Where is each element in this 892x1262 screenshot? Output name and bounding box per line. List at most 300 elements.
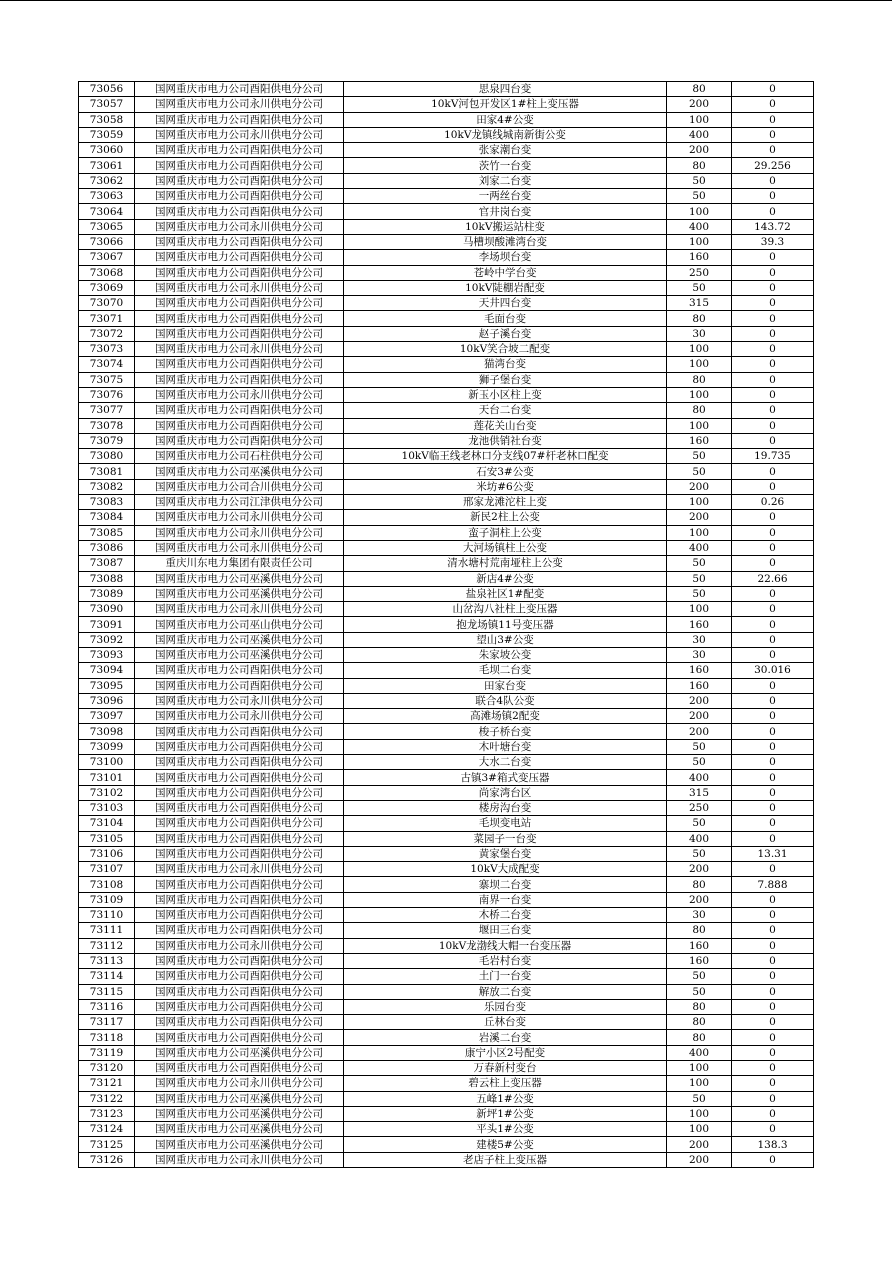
transformer-name-cell: 堰田三台变 xyxy=(344,923,667,938)
capacity-cell: 200 xyxy=(667,479,732,494)
transformer-name-cell: 苍岭中学台变 xyxy=(344,265,667,280)
record-id-cell: 73082 xyxy=(79,479,135,494)
table-row xyxy=(79,800,814,815)
capacity-cell: 200 xyxy=(667,97,732,112)
capacity-cell: 100 xyxy=(667,357,732,372)
table-row xyxy=(79,403,814,418)
table-row xyxy=(79,326,814,341)
value-cell: 0 xyxy=(732,892,814,907)
value-cell: 19.735 xyxy=(732,449,814,464)
company-cell: 国网重庆市电力公司酉阳供电分公司 xyxy=(135,678,344,693)
transformer-name-cell: 清水塘村荒南垭柱上公变 xyxy=(344,556,667,571)
transformer-name-cell: 抱龙场镇11号变压器 xyxy=(344,617,667,632)
table-row xyxy=(79,311,814,326)
capacity-cell: 80 xyxy=(667,877,732,892)
record-id-cell: 73062 xyxy=(79,173,135,188)
company-cell: 国网重庆市电力公司巫山供电分公司 xyxy=(135,617,344,632)
table-row xyxy=(79,342,814,357)
record-id-cell: 73058 xyxy=(79,112,135,127)
capacity-cell: 200 xyxy=(667,892,732,907)
company-cell: 国网重庆市电力公司巫溪供电分公司 xyxy=(135,1106,344,1121)
company-cell: 国网重庆市电力公司永川供电分公司 xyxy=(135,693,344,708)
company-cell: 国网重庆市电力公司酉阳供电分公司 xyxy=(135,296,344,311)
record-id-cell: 73124 xyxy=(79,1122,135,1137)
table-row xyxy=(79,647,814,662)
record-id-cell: 73088 xyxy=(79,571,135,586)
value-cell: 0 xyxy=(732,755,814,770)
transformer-name-cell: 官井岗台变 xyxy=(344,204,667,219)
value-cell: 0 xyxy=(732,433,814,448)
table-row xyxy=(79,755,814,770)
capacity-cell: 50 xyxy=(667,173,732,188)
record-id-cell: 73057 xyxy=(79,97,135,112)
value-cell: 0 xyxy=(732,678,814,693)
transformer-name-cell: 邢家龙滩沱柱上变 xyxy=(344,495,667,510)
capacity-cell: 80 xyxy=(667,311,732,326)
capacity-cell: 30 xyxy=(667,647,732,662)
table-row xyxy=(79,877,814,892)
value-cell: 0 xyxy=(732,1045,814,1060)
table-row xyxy=(79,1076,814,1091)
table-row xyxy=(79,387,814,402)
value-cell: 0 xyxy=(732,938,814,953)
value-cell: 143.72 xyxy=(732,219,814,234)
company-cell: 国网重庆市电力公司巫溪供电分公司 xyxy=(135,586,344,601)
page-top-rule xyxy=(0,0,892,1)
record-id-cell: 73114 xyxy=(79,969,135,984)
company-cell: 国网重庆市电力公司巫溪供电分公司 xyxy=(135,1045,344,1060)
company-cell: 国网重庆市电力公司永川供电分公司 xyxy=(135,540,344,555)
transformer-name-cell: 10kV笑合坡二配变 xyxy=(344,342,667,357)
company-cell: 国网重庆市电力公司石柱供电分公司 xyxy=(135,449,344,464)
capacity-cell: 100 xyxy=(667,387,732,402)
value-cell: 0 xyxy=(732,1015,814,1030)
record-id-cell: 73117 xyxy=(79,1015,135,1030)
transformer-name-cell: 天井四台变 xyxy=(344,296,667,311)
table-row xyxy=(79,1061,814,1076)
company-cell: 国网重庆市电力公司酉阳供电分公司 xyxy=(135,433,344,448)
value-cell: 30.016 xyxy=(732,663,814,678)
transformer-name-cell: 大河场镇柱上公变 xyxy=(344,540,667,555)
company-cell: 国网重庆市电力公司巫溪供电分公司 xyxy=(135,571,344,586)
transformer-name-cell: 李场坝台变 xyxy=(344,250,667,265)
company-cell: 国网重庆市电力公司酉阳供电分公司 xyxy=(135,877,344,892)
value-cell: 0 xyxy=(732,387,814,402)
value-cell: 0 xyxy=(732,602,814,617)
transformer-name-cell: 思泉四台变 xyxy=(344,82,667,97)
company-cell: 国网重庆市电力公司永川供电分公司 xyxy=(135,510,344,525)
record-id-cell: 73084 xyxy=(79,510,135,525)
value-cell: 138.3 xyxy=(732,1137,814,1152)
value-cell: 0 xyxy=(732,326,814,341)
value-cell: 0 xyxy=(732,372,814,387)
transformer-name-cell: 木桥二台变 xyxy=(344,908,667,923)
company-cell: 国网重庆市电力公司巫溪供电分公司 xyxy=(135,1122,344,1137)
capacity-cell: 50 xyxy=(667,984,732,999)
capacity-cell: 100 xyxy=(667,1061,732,1076)
record-id-cell: 73075 xyxy=(79,372,135,387)
record-id-cell: 73080 xyxy=(79,449,135,464)
value-cell: 0 xyxy=(732,556,814,571)
table-row xyxy=(79,1106,814,1121)
record-id-cell: 73061 xyxy=(79,158,135,173)
value-cell: 0 xyxy=(732,709,814,724)
record-id-cell: 73063 xyxy=(79,189,135,204)
value-cell: 0 xyxy=(732,82,814,97)
transformer-name-cell: 古镇3#箱式变压器 xyxy=(344,770,667,785)
transformer-name-cell: 10kV龙镇线城南新街公变 xyxy=(344,127,667,142)
capacity-cell: 100 xyxy=(667,1106,732,1121)
value-cell: 0 xyxy=(732,280,814,295)
record-id-cell: 73060 xyxy=(79,143,135,158)
value-cell: 0 xyxy=(732,112,814,127)
capacity-cell: 80 xyxy=(667,1030,732,1045)
company-cell: 国网重庆市电力公司永川供电分公司 xyxy=(135,280,344,295)
transformer-name-cell: 莲花关山台变 xyxy=(344,418,667,433)
capacity-cell: 200 xyxy=(667,143,732,158)
value-cell: 0 xyxy=(732,770,814,785)
value-cell: 0 xyxy=(732,1152,814,1167)
record-id-cell: 73112 xyxy=(79,938,135,953)
value-cell: 0 xyxy=(732,816,814,831)
value-cell: 0 xyxy=(732,143,814,158)
capacity-cell: 200 xyxy=(667,862,732,877)
company-cell: 国网重庆市电力公司酉阳供电分公司 xyxy=(135,969,344,984)
value-cell: 0 xyxy=(732,1122,814,1137)
company-cell: 国网重庆市电力公司酉阳供电分公司 xyxy=(135,311,344,326)
transformer-name-cell: 解放二台变 xyxy=(344,984,667,999)
capacity-cell: 30 xyxy=(667,326,732,341)
company-cell: 国网重庆市电力公司巫溪供电分公司 xyxy=(135,464,344,479)
transformer-name-cell: 碧云柱上变压器 xyxy=(344,1076,667,1091)
table-row xyxy=(79,97,814,112)
record-id-cell: 73108 xyxy=(79,877,135,892)
company-cell: 国网重庆市电力公司永川供电分公司 xyxy=(135,219,344,234)
company-cell: 国网重庆市电力公司永川供电分公司 xyxy=(135,127,344,142)
capacity-cell: 50 xyxy=(667,846,732,861)
company-cell: 国网重庆市电力公司酉阳供电分公司 xyxy=(135,158,344,173)
table-row xyxy=(79,739,814,754)
table-row xyxy=(79,938,814,953)
value-cell: 0 xyxy=(732,1061,814,1076)
company-cell: 国网重庆市电力公司酉阳供电分公司 xyxy=(135,143,344,158)
company-cell: 国网重庆市电力公司酉阳供电分公司 xyxy=(135,923,344,938)
record-id-cell: 73090 xyxy=(79,602,135,617)
capacity-cell: 100 xyxy=(667,495,732,510)
table-row xyxy=(79,1015,814,1030)
record-id-cell: 73120 xyxy=(79,1061,135,1076)
value-cell: 22.66 xyxy=(732,571,814,586)
company-cell: 国网重庆市电力公司酉阳供电分公司 xyxy=(135,112,344,127)
table-row xyxy=(79,82,814,97)
capacity-cell: 50 xyxy=(667,969,732,984)
value-cell: 0 xyxy=(732,250,814,265)
capacity-cell: 400 xyxy=(667,1045,732,1060)
table-row xyxy=(79,372,814,387)
table-row xyxy=(79,632,814,647)
capacity-cell: 100 xyxy=(667,234,732,249)
table-row xyxy=(79,1030,814,1045)
table-row xyxy=(79,724,814,739)
company-cell: 国网重庆市电力公司酉阳供电分公司 xyxy=(135,372,344,387)
value-cell: 0 xyxy=(732,173,814,188)
capacity-cell: 100 xyxy=(667,1076,732,1091)
transformer-name-cell: 朱家坡公变 xyxy=(344,647,667,662)
transformer-name-cell: 山岔沟八社柱上变压器 xyxy=(344,602,667,617)
transformer-name-cell: 毛面台变 xyxy=(344,311,667,326)
value-cell: 0 xyxy=(732,510,814,525)
company-cell: 国网重庆市电力公司酉阳供电分公司 xyxy=(135,234,344,249)
transformer-name-cell: 狮子堡台变 xyxy=(344,372,667,387)
transformer-name-cell: 刘家二台变 xyxy=(344,173,667,188)
table-row xyxy=(79,908,814,923)
company-cell: 国网重庆市电力公司酉阳供电分公司 xyxy=(135,999,344,1014)
value-cell: 0 xyxy=(732,342,814,357)
transformer-name-cell: 一两丝台变 xyxy=(344,189,667,204)
record-id-cell: 73066 xyxy=(79,234,135,249)
transformer-name-cell: 梭子桥台变 xyxy=(344,724,667,739)
company-cell: 国网重庆市电力公司永川供电分公司 xyxy=(135,1152,344,1167)
record-id-cell: 73059 xyxy=(79,127,135,142)
transformer-name-cell: 平头1#公变 xyxy=(344,1122,667,1137)
record-id-cell: 73122 xyxy=(79,1091,135,1106)
table-row xyxy=(79,280,814,295)
table-row xyxy=(79,112,814,127)
company-cell: 国网重庆市电力公司永川供电分公司 xyxy=(135,938,344,953)
record-id-cell: 73067 xyxy=(79,250,135,265)
record-id-cell: 73116 xyxy=(79,999,135,1014)
record-id-cell: 73109 xyxy=(79,892,135,907)
capacity-cell: 100 xyxy=(667,342,732,357)
table-row xyxy=(79,602,814,617)
capacity-cell: 200 xyxy=(667,1137,732,1152)
capacity-cell: 400 xyxy=(667,831,732,846)
table-row xyxy=(79,1122,814,1137)
value-cell: 0 xyxy=(732,311,814,326)
record-id-cell: 73056 xyxy=(79,82,135,97)
transformer-name-cell: 毛坝二台变 xyxy=(344,663,667,678)
transformer-name-cell: 米坊#6公变 xyxy=(344,479,667,494)
value-cell: 13.31 xyxy=(732,846,814,861)
capacity-cell: 200 xyxy=(667,709,732,724)
table-row xyxy=(79,953,814,968)
company-cell: 国网重庆市电力公司酉阳供电分公司 xyxy=(135,770,344,785)
transformer-name-cell: 10kV陡棚岩配变 xyxy=(344,280,667,295)
table-row xyxy=(79,571,814,586)
table-row xyxy=(79,709,814,724)
transformer-name-cell: 10kV河包开发区1#柱上变压器 xyxy=(344,97,667,112)
company-cell: 国网重庆市电力公司巫溪供电分公司 xyxy=(135,1091,344,1106)
transformer-name-cell: 乐园台变 xyxy=(344,999,667,1014)
company-cell: 国网重庆市电力公司永川供电分公司 xyxy=(135,1076,344,1091)
value-cell: 0 xyxy=(732,999,814,1014)
transformer-name-cell: 10kV大成配变 xyxy=(344,862,667,877)
value-cell: 0 xyxy=(732,464,814,479)
capacity-cell: 160 xyxy=(667,617,732,632)
value-cell: 0 xyxy=(732,127,814,142)
value-cell: 0 xyxy=(732,189,814,204)
value-cell: 0 xyxy=(732,908,814,923)
capacity-cell: 250 xyxy=(667,265,732,280)
capacity-cell: 50 xyxy=(667,280,732,295)
record-id-cell: 73073 xyxy=(79,342,135,357)
record-id-cell: 73102 xyxy=(79,785,135,800)
record-id-cell: 73099 xyxy=(79,739,135,754)
transformer-name-cell: 丘林台变 xyxy=(344,1015,667,1030)
capacity-cell: 400 xyxy=(667,540,732,555)
company-cell: 国网重庆市电力公司永川供电分公司 xyxy=(135,525,344,540)
value-cell: 0 xyxy=(732,97,814,112)
record-id-cell: 73097 xyxy=(79,709,135,724)
transformer-name-cell: 毛坝变电站 xyxy=(344,816,667,831)
value-cell: 0 xyxy=(732,1091,814,1106)
record-id-cell: 73089 xyxy=(79,586,135,601)
table-row xyxy=(79,892,814,907)
record-id-cell: 73079 xyxy=(79,433,135,448)
table-row xyxy=(79,265,814,280)
record-id-cell: 73083 xyxy=(79,495,135,510)
capacity-cell: 200 xyxy=(667,510,732,525)
capacity-cell: 160 xyxy=(667,953,732,968)
table-row xyxy=(79,357,814,372)
capacity-cell: 50 xyxy=(667,556,732,571)
company-cell: 国网重庆市电力公司酉阳供电分公司 xyxy=(135,800,344,815)
company-cell: 国网重庆市电力公司永川供电分公司 xyxy=(135,709,344,724)
company-cell: 国网重庆市电力公司酉阳供电分公司 xyxy=(135,816,344,831)
record-id-cell: 73096 xyxy=(79,693,135,708)
table-row xyxy=(79,479,814,494)
transformer-name-cell: 建楼5#公变 xyxy=(344,1137,667,1152)
capacity-cell: 30 xyxy=(667,908,732,923)
capacity-cell: 200 xyxy=(667,693,732,708)
value-cell: 0 xyxy=(732,831,814,846)
record-id-cell: 73076 xyxy=(79,387,135,402)
table-row xyxy=(79,250,814,265)
transformer-table xyxy=(78,81,814,1168)
value-cell: 0 xyxy=(732,739,814,754)
capacity-cell: 100 xyxy=(667,418,732,433)
value-cell: 7.888 xyxy=(732,877,814,892)
value-cell: 0 xyxy=(732,296,814,311)
company-cell: 国网重庆市电力公司酉阳供电分公司 xyxy=(135,418,344,433)
table-row xyxy=(79,663,814,678)
table-row xyxy=(79,1045,814,1060)
value-cell: 0 xyxy=(732,969,814,984)
record-id-cell: 73069 xyxy=(79,280,135,295)
capacity-cell: 100 xyxy=(667,1122,732,1137)
value-cell: 0 xyxy=(732,785,814,800)
capacity-cell: 50 xyxy=(667,816,732,831)
company-cell: 重庆川东电力集团有限责任公司 xyxy=(135,556,344,571)
transformer-name-cell: 康宁小区2号配变 xyxy=(344,1045,667,1060)
record-id-cell: 73107 xyxy=(79,862,135,877)
capacity-cell: 160 xyxy=(667,678,732,693)
company-cell: 国网重庆市电力公司永川供电分公司 xyxy=(135,97,344,112)
table-row xyxy=(79,296,814,311)
transformer-name-cell: 10kV搬运站柱变 xyxy=(344,219,667,234)
value-cell: 0 xyxy=(732,418,814,433)
company-cell: 国网重庆市电力公司巫溪供电分公司 xyxy=(135,1137,344,1152)
company-cell: 国网重庆市电力公司永川供电分公司 xyxy=(135,862,344,877)
company-cell: 国网重庆市电力公司酉阳供电分公司 xyxy=(135,755,344,770)
record-id-cell: 73077 xyxy=(79,403,135,418)
value-cell: 0 xyxy=(732,1106,814,1121)
capacity-cell: 160 xyxy=(667,938,732,953)
table-row xyxy=(79,999,814,1014)
record-id-cell: 73100 xyxy=(79,755,135,770)
table-row xyxy=(79,158,814,173)
record-id-cell: 73072 xyxy=(79,326,135,341)
record-id-cell: 73093 xyxy=(79,647,135,662)
value-cell: 0 xyxy=(732,632,814,647)
company-cell: 国网重庆市电力公司永川供电分公司 xyxy=(135,387,344,402)
company-cell: 国网重庆市电力公司江津供电分公司 xyxy=(135,495,344,510)
value-cell: 39.3 xyxy=(732,234,814,249)
table-row xyxy=(79,831,814,846)
transformer-name-cell: 天台二台变 xyxy=(344,403,667,418)
transformer-name-cell: 蛮子洞柱上公变 xyxy=(344,525,667,540)
record-id-cell: 73064 xyxy=(79,204,135,219)
table-row xyxy=(79,433,814,448)
transformer-name-cell: 木叶塘台变 xyxy=(344,739,667,754)
table-row xyxy=(79,586,814,601)
capacity-cell: 50 xyxy=(667,755,732,770)
transformer-name-cell: 新坪1#公变 xyxy=(344,1106,667,1121)
company-cell: 国网重庆市电力公司酉阳供电分公司 xyxy=(135,953,344,968)
company-cell: 国网重庆市电力公司酉阳供电分公司 xyxy=(135,1015,344,1030)
table-row xyxy=(79,969,814,984)
transformer-name-cell: 10kV临王线老林口分支线07#杆老林口配变 xyxy=(344,449,667,464)
capacity-cell: 80 xyxy=(667,999,732,1014)
table-row xyxy=(79,189,814,204)
capacity-cell: 160 xyxy=(667,250,732,265)
value-cell: 0 xyxy=(732,1030,814,1045)
record-id-cell: 73125 xyxy=(79,1137,135,1152)
table-row xyxy=(79,234,814,249)
company-cell: 国网重庆市电力公司合川供电分公司 xyxy=(135,479,344,494)
transformer-name-cell: 大水二台变 xyxy=(344,755,667,770)
capacity-cell: 50 xyxy=(667,586,732,601)
table-row xyxy=(79,617,814,632)
company-cell: 国网重庆市电力公司酉阳供电分公司 xyxy=(135,785,344,800)
company-cell: 国网重庆市电力公司永川供电分公司 xyxy=(135,602,344,617)
transformer-name-cell: 土门一台变 xyxy=(344,969,667,984)
company-cell: 国网重庆市电力公司酉阳供电分公司 xyxy=(135,1030,344,1045)
transformer-name-cell: 张家潮台变 xyxy=(344,143,667,158)
company-cell: 国网重庆市电力公司酉阳供电分公司 xyxy=(135,984,344,999)
table-row xyxy=(79,464,814,479)
capacity-cell: 50 xyxy=(667,571,732,586)
record-id-cell: 73074 xyxy=(79,357,135,372)
record-id-cell: 73113 xyxy=(79,953,135,968)
company-cell: 国网重庆市电力公司永川供电分公司 xyxy=(135,342,344,357)
transformer-name-cell: 茨竹一台变 xyxy=(344,158,667,173)
capacity-cell: 315 xyxy=(667,296,732,311)
transformer-name-cell: 南界一台变 xyxy=(344,892,667,907)
transformer-name-cell: 新店4#公变 xyxy=(344,571,667,586)
capacity-cell: 100 xyxy=(667,204,732,219)
capacity-cell: 400 xyxy=(667,219,732,234)
table-row xyxy=(79,785,814,800)
record-id-cell: 73111 xyxy=(79,923,135,938)
record-id-cell: 73092 xyxy=(79,632,135,647)
table-row xyxy=(79,923,814,938)
table-row xyxy=(79,1091,814,1106)
value-cell: 0 xyxy=(732,479,814,494)
capacity-cell: 50 xyxy=(667,464,732,479)
record-id-cell: 73095 xyxy=(79,678,135,693)
value-cell: 0 xyxy=(732,724,814,739)
